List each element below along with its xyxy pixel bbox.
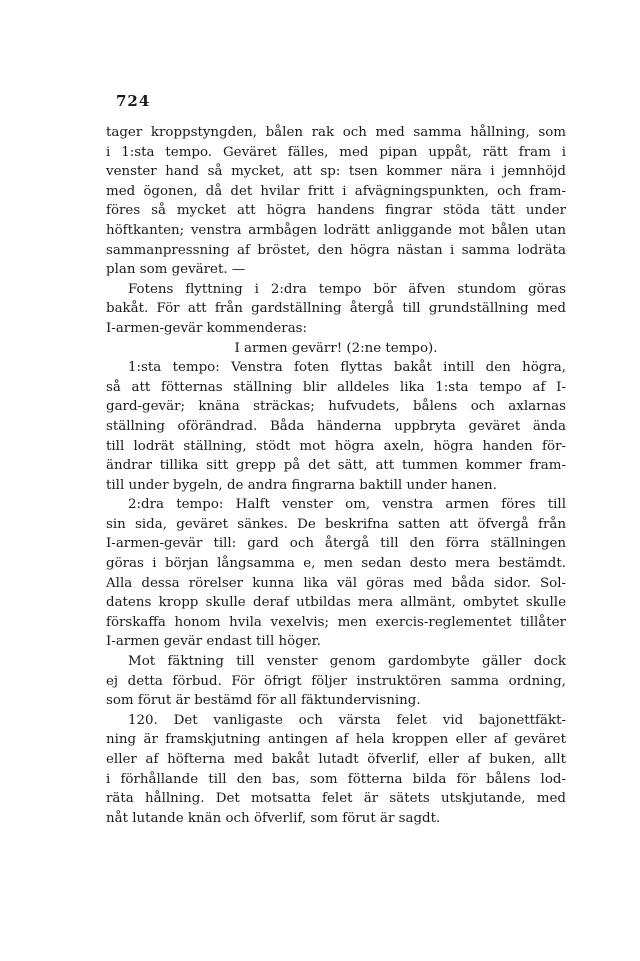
- body-text: [106, 123, 566, 828]
- text-line: förskaffa honom hvila vexelvis; men exercis-reglementet tillåter: [106, 614, 566, 630]
- text-line: ställning oförändrad. Båda händerna uppbryta geväret ända: [106, 418, 566, 434]
- text-line: nåt lutande knän och öfverlif, som förut är sagdt.: [106, 810, 441, 826]
- text-line: eller af höfterna med bakåt lutadt öfverlif, eller af buken, allt: [106, 752, 566, 767]
- text-line: höftkanten; venstra armbågen lodrätt anliggande mot bålen utan: [106, 222, 566, 238]
- text-line: ej detta förbud. För öfrigt följer instruktören samma ordning,: [106, 673, 566, 689]
- text-line: Alla dessa rörelser kunna lika väl göras med båda sidor. Sol-: [106, 575, 566, 591]
- text-line: som förut är bestämd för all fäktundervisning.: [106, 693, 421, 709]
- text-line: I-armen-gevär till: gard och återgå till den förra ställningen: [106, 536, 566, 552]
- text-line: bakåt. För att från gardställning återgå till grundställning med: [106, 301, 566, 317]
- page-number: 724: [116, 92, 151, 110]
- text-line: Fotens flyttning i 2:dra tempo bör äfven stundom göras: [128, 281, 566, 297]
- text-line: i förhållande till den bas, som fötterna bilda för bålens lod-: [106, 771, 566, 787]
- text-line: föres så mycket att högra handens fingrar stöda tätt under: [106, 203, 566, 219]
- text-line: så att fötternas ställning blir alldeles lika 1:sta tempo af I-: [106, 379, 566, 395]
- text-line: Mot fäktning till venster genom gardombyte gäller dock: [128, 654, 566, 670]
- text-line: göras i början långsamma e, men sedan desto mera bestämdt.: [106, 556, 566, 572]
- text-line: räta hållning. Det motsatta felet är sätets utskjutande, med: [106, 791, 566, 807]
- text-line: venster hand så mycket, att sp: tsen kommer nära i jemnhöjd: [106, 164, 566, 180]
- text-line: 120. Det vanligaste och värsta felet vid bajonettfäkt-: [128, 712, 566, 728]
- text-line: ändrar tillika sitt grepp på det sätt, att tummen kommer fram-: [106, 458, 566, 474]
- text-line: sin sida, geväret sänkes. De beskrifna satten att öfvergå från: [106, 516, 566, 532]
- text-line: 1:sta tempo: Venstra foten flyttas bakåt intill den högra,: [128, 360, 566, 376]
- text-line: gard-gevär; knäna sträckas; hufvudets, bålens och axlarnas: [106, 399, 566, 415]
- text-line: ning är framskjutning antingen af hela kroppen eller af geväret: [106, 732, 566, 748]
- text-line: till lodrät ställning, stödt mot högra axeln, högra handen för-: [106, 438, 566, 454]
- text-line: datens kropp skulle deraf utbildas mera allmänt, ombytet skulle: [106, 595, 566, 611]
- text-line: I armen gevärr! (2:ne tempo).: [234, 340, 438, 356]
- text-line: till under bygeln, de andra fingrarna baktill under hanen.: [106, 477, 497, 493]
- text-line: I-armen-gevär kommenderas:: [106, 320, 308, 336]
- text-line: sammanpressning af bröstet, den högra nästan i samma lodräta: [106, 242, 566, 258]
- text-line: plan som geväret. —: [106, 262, 246, 278]
- text-line: I-armen gevär endast till höger.: [106, 634, 321, 650]
- text-line: i 1:sta tempo. Geväret fälles, med pipan uppåt, rätt fram i: [106, 144, 566, 160]
- text-line: med ögonen, då det hvilar fritt i afvägningspunkten, och fram-: [106, 183, 566, 199]
- text-line: tager kroppstyngden, bålen rak och med samma hållning, som: [106, 125, 566, 140]
- text-line: 2:dra tempo: Halft venster om, venstra armen föres till: [128, 497, 566, 513]
